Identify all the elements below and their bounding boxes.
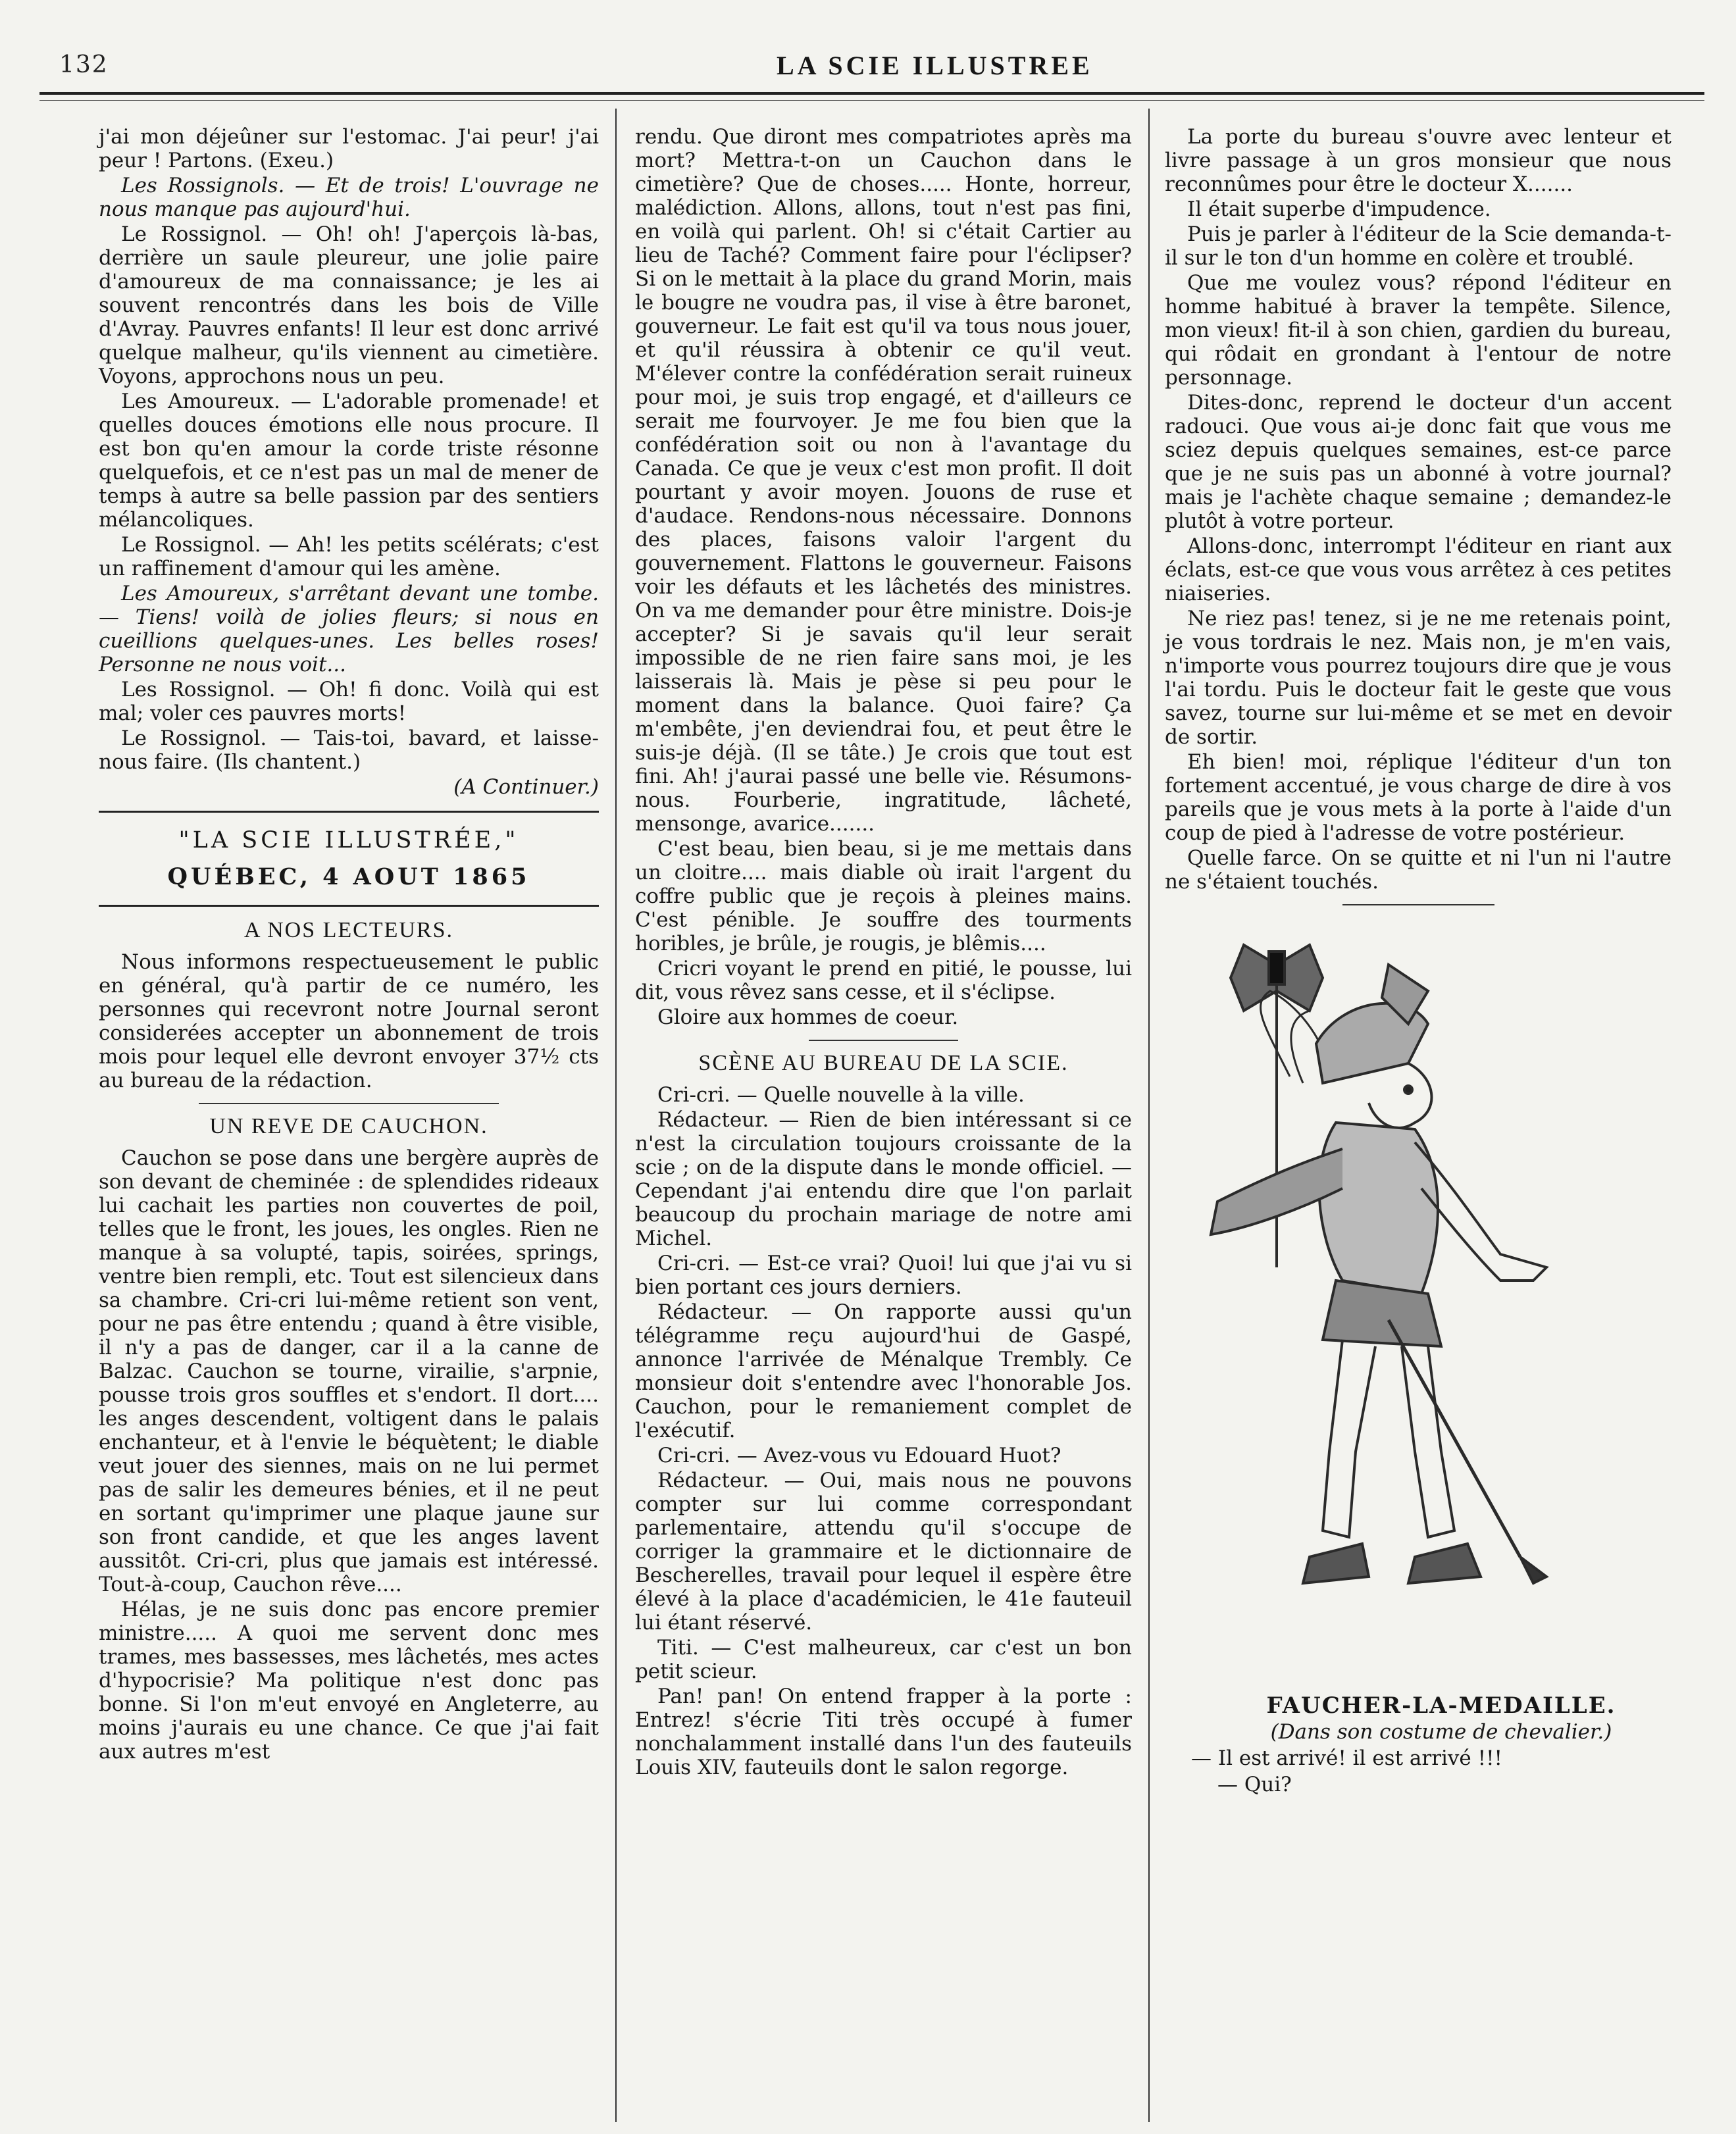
paragraph: Ne riez pas! tenez, si je ne me retenais point, je vous tordrais le nez. Mais non, je m'en vais, n'importe vous pourrez toujours dire que je vous l'ai tordu. Puis le docteur fait le geste que vous savez, tourne sur lui-même et se met en devoir de sortir. [1165,607,1672,749]
article-title: SCÈNE AU BUREAU DE LA SCIE. [698,1051,1069,1075]
paragraph: Gloire aux hommes de coeur. [657,1005,959,1029]
section-rule [199,1103,499,1104]
knight-illustration [1191,925,1691,1796]
section-rule [99,811,599,813]
column-2 [635,125,1132,1781]
column-3 [1165,125,1672,1796]
newspaper-title: LA SCIE ILLUSTREE [777,51,1093,80]
dialogue-line: Rédacteur. — On rapporte aussi qu'un télégramme reçu aujourd'hui de Gaspé, annonce l'arrivée de Ménalque Trembly. Ce monsieur doit s'entendre avec l'honorable Jos. Cauchon, pour le remaniement complet de l'exécutif. [635,1300,1132,1442]
paragraph: Quelle farce. On se quitte et ni l'un ni l'autre ne s'étaient touchés. [1165,846,1672,894]
paragraph: Que me voulez vous? répond l'éditeur en homme habitué à braver la tempête. Silence, mon vieux! fit-il à son chien, gardien du bureau, qui rôdait en grondant à l'entour de notre personnage. [1165,271,1672,390]
article-title: UN REVE DE CAUCHON. [209,1114,488,1138]
column-divider-2 [1148,109,1150,2122]
section-rule [1342,904,1494,905]
paragraph: Nous informons respectueusement le public en général, qu'à partir de ce numéro, les personnes qui recevront notre Journal seront considerées accepter un abonnement de trois mois pour lequel elle devront envoyer 37½ cts au bureau de la rédaction. [99,950,599,1092]
dialogue-line: Cri-cri. — Est-ce vrai? Quoi! lui que j'ai vu si bien portant ces jours derniers. [635,1252,1132,1299]
paragraph: rendu. Que diront mes compatriotes après ma mort? Mettra-t-on un Cauchon dans le cimetière? Que de choses..... Honte, horreur, malédiction. Allons, allons, tout n'est pas fini, en voilà qui parlent. Oh! si c'était Cartier au lieu de Taché? Comment faire pour l'éclipser? Si on le mettait à la place du grand Morin, mais le bougre ne voudra pas, il vise à être baronet, gouverneur. Le fait est qu'il va tous nous jouer, et qu'il réussira à obtenir ce qu'il veut. M'élever contre la confédération serait ruineux pour moi, je suis trop engagé, et d'ailleurs ce serait me fourvoyer. Je me fou bien que la confédération soit ou non à l'avantage du Canada. Ce que je veux c'est mon profit. Il doit pourtant y avoir moyen. Jouons de ruse et d'audace. Rendons-nous nécessaire. Donnons des places, faisons valoir l'argent du gouvernement. Flattons le gouverneur. Faisons voir les défauts et les lâchetés des ministres. On va me demander pour être ministre. Dois-je accepter? Si je savais qu'il leur serait impossible de ne rien faire sans moi, je les laisserais là. Mais je pèse si peu pour le moment dans la balance. Quoi faire? Ça m'embête, j'en deviendrai fou, et peut être le suis-je déjà. (Il se tâte.) Je crois que tout est fini. Ah! j'aurai passé une belle vie. Résumons-nous. Fourberie, ingratitude, lâcheté, mensonge, avarice....... [635,125,1132,836]
dialogue-line: Pan! pan! On entend frapper à la porte : Entrez! s'écrie Titi très occupé à fumer nonchalamment installé dans l'un des fauteuils Louis XIV, fauteuils dont le salon regorge. [635,1685,1132,1779]
dialogue-line: Les Rossignol. — Oh! fi donc. Voilà qui est mal; voler ces pauvres morts! [99,678,599,725]
caption-dialogue: — Qui? [1217,1773,1292,1796]
dialogue-line: Le Rossignol. — Ah! les petits scélérats; c'est un raffinement d'amour qui les amène. [99,533,599,580]
paragraph: j'ai mon déjeûner sur l'estomac. J'ai peur! j'ai peur ! Partons. (Exeu.) [99,125,599,172]
continuation-note: (A Continuer.) [453,775,599,799]
dialogue-line: Le Rossignol. — Tais-toi, bavard, et laisse-nous faire. (Ils chantent.) [99,726,599,774]
paragraph: Cricri voyant le prend en pitié, le pousse, lui dit, vous rêvez sans cesse, et il s'éclipse. [635,957,1132,1004]
illustration-subtitle: (Dans son costume de chevalier.) [1270,1720,1612,1744]
paragraph: Eh bien! moi, réplique l'éditeur d'un ton fortement accentué, je vous charge de dire à vos pareils que je vous mets à la porte à l'aide d'un coup de pied à l'adresse de votre postérieur. [1165,750,1672,845]
header-rule [39,92,1704,95]
dialogue-line: Les Amoureux. — L'adorable promenade! et quelles douces émotions elle nous procure. Il est bon qu'en amour la corde triste résonne quelquefois, et ce n'est pas un mal de mener de temps à autre sa belle passion par des sentiers mélancoliques. [99,390,599,532]
paragraph: Dites-donc, reprend le docteur d'un accent radouci. Que vous ai-je donc fait que vous me sciez depuis quelques semaines, est-ce parce que je ne suis pas un abonné à votre journal? mais je l'achète chaque semaine ; demandez-le plutôt à votre porteur. [1165,391,1672,533]
paper-name: "LA SCIE ILLUSTRÉE," [178,827,519,853]
paragraph: Cauchon se pose dans une bergère auprès de son devant de cheminée : de splendides rideaux lui cachait les parties non couvertes de poil, telles que le front, les joues, les ongles. Rien ne manque à sa volupté, tapis, soirées, springs, ventre bien rempli, etc. Tout est silencieux dans sa chambre. Cri-cri lui-même retient son vent, pour ne pas être entendu ; quand à être visible, il n'y a pas de danger, car il a la canne de Balzac. Cauchon se tourne, virailie, s'arpnie, pousse trois gros souffles et s'endort. Il dort.... les anges descendent, voltigent dans le palais enchanteur, et à l'envie le béquètent; le diable veut jouer des siennes, mais on ne lui permet pas de salir les demeures bénies, et il ne peut en sortant qu'imprimer une plaque jaune sur son front candide, et que les anges lavent aussitôt. Cri-cri, plus que jamais est intéressé. Tout-à-coup, Cauchon rêve.... [99,1146,599,1596]
paragraph: Puis je parler à l'éditeur de la Scie demanda-t-il sur le ton d'un homme en colère et troublé. [1165,222,1672,270]
column-divider-1 [615,109,617,2122]
masthead [39,46,1698,92]
section-rule [99,905,599,907]
paragraph: C'est beau, bien beau, si je me mettais dans un cloitre.... mais diable où irait l'argent du coffre public que je reçois à pleines mains. C'est pénible. Je souffre des tourments horibles, je brûle, je rougis, je blêmis.... [635,837,1132,955]
paragraph: Il était superbe d'impudence. [1187,197,1491,221]
knight-with-halberd-drawing [1191,925,1639,1689]
dialogue-line: Cri-cri. — Avez-vous vu Edouard Huot? [657,1444,1061,1467]
dialogue-line: Les Rossignols. — Et de trois! L'ouvrage ne nous manque pas aujourd'hui. [99,174,599,221]
dialogue-line: Le Rossignol. — Oh! oh! J'aperçois là-bas, derrière un saule pleureur, une jolie paire d'amoureux de ma connaissance; je les ai souvent rencontrés dans les bois de Ville d'Avray. Pauvres enfants! Il leur est donc arrivé quelque malheur, qu'ils viennent au cimetière. Voyons, approchons nous un peu. [99,222,599,388]
column-1 [99,125,599,1765]
dialogue-line: Les Amoureux, s'arrêtant devant une tombe. — Tiens! voilà de jolies fleurs; si nous en cueillions quelques-unes. Les belles roses! Personne ne nous voit... [99,582,599,676]
dialogue-line: Rédacteur. — Oui, mais nous ne pouvons compter sur lui comme correspondant parlementaire, attendu qu'il s'occupe de corriger la grammaire et le dictionnaire de Bescherelles, travail pour lequel il espère être élevé à la place d'académicien, le 41e fauteuil lui étant réservé. [635,1469,1132,1635]
paragraph: La porte du bureau s'ouvre avec lenteur et livre passage à un gros monsieur que nous reconnûmes pour être le docteur X....... [1165,125,1672,196]
dialogue-line: Rédacteur. — Rien de bien intéressant si ce n'est la circulation toujours croissante de la scie ; on de la dispute dans le monde officiel. — Cependant j'ai entendu dire que l'on parlait beaucoup du prochain mariage de notre ami Michel. [635,1108,1132,1250]
caption-dialogue: — Il est arrivé! il est arrivé !!! [1191,1746,1503,1770]
dialogue-line: Titi. — C'est malheureux, car c'est un bon petit scieur. [635,1636,1132,1683]
section-rule [809,1040,958,1041]
header-rule-thin [39,100,1704,101]
illustration-title: FAUCHER-LA-MEDAILLE. [1266,1692,1616,1719]
page-number: 132 [59,51,109,78]
article-title: A NOS LECTEURS. [243,918,454,942]
paragraph: Hélas, je ne suis donc pas encore premier ministre..... A quoi me servent donc mes trames, mes bassesses, mes lâchetés, mes actes d'hypocrisie? Ma politique n'est donc pas bonne. Si l'on m'eut envoyé en Angleterre, au moins j'aurais eu une chance. Ce que j'ai fait aux autres m'est [99,1598,599,1764]
paper-date: QUÉBEC, 4 AOUT 1865 [167,863,530,890]
dialogue-line: Cri-cri. — Quelle nouvelle à la ville. [657,1083,1025,1107]
paragraph: Allons-donc, interrompt l'éditeur en riant aux éclats, est-ce que vous vous arrêtez à ces petites niaiseries. [1165,534,1672,605]
